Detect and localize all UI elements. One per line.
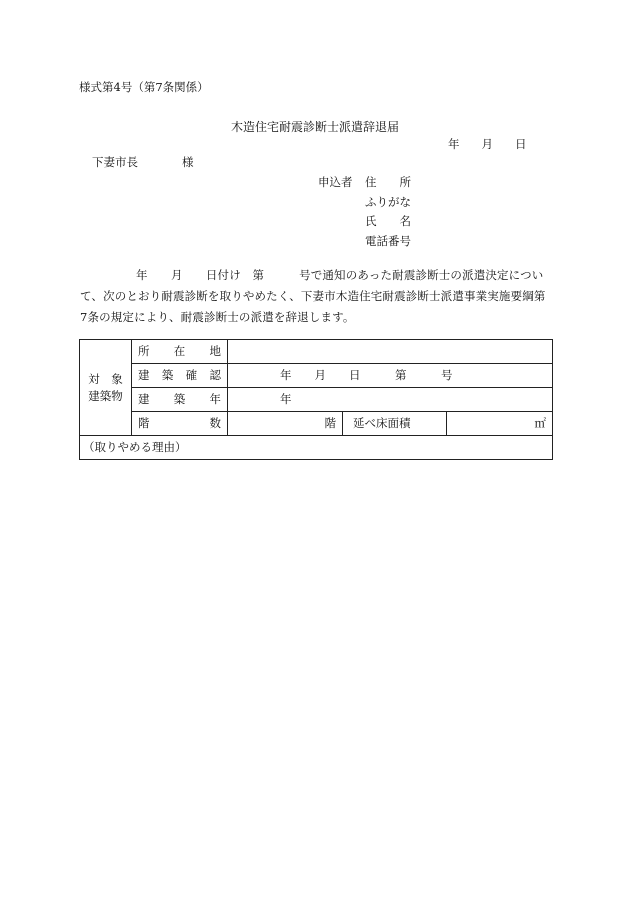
- document-title: 木造住宅耐震診断士派遣辞退届: [230, 120, 399, 134]
- applicant-label: 申込者: [318, 175, 353, 189]
- floors-unit: 階: [324, 415, 336, 430]
- reason-field[interactable]: [80, 436, 553, 460]
- addressee-honorific: 様: [182, 155, 194, 169]
- declaration-text: [80, 265, 552, 328]
- target-label-line2: 建築物: [88, 388, 123, 403]
- applicant-phone-label: 電話番号: [365, 233, 411, 248]
- floors-label: [132, 412, 228, 436]
- submission-date: [448, 138, 527, 152]
- building-info-table: [79, 339, 553, 460]
- floor-area-label-text: 延べ床面積: [353, 415, 411, 430]
- date-day: 日: [515, 137, 527, 151]
- location-label: [132, 340, 228, 364]
- confirmation-label-char2: 築: [161, 367, 174, 382]
- year-built-label-char3: 年: [209, 391, 221, 406]
- target-label-line1: 対 象: [88, 371, 123, 386]
- location-field[interactable]: [228, 340, 553, 364]
- building-confirmation-value: 年 月 日 第 号: [280, 367, 453, 382]
- floors-label-char1: 階: [138, 415, 150, 430]
- applicant-address-label: 住 所: [365, 175, 411, 189]
- location-label-char3: 地: [209, 343, 221, 358]
- year-built-value: 年: [280, 391, 292, 406]
- declaration-body: 年 月 日付け 第 号で通知のあった耐震診断士の派遣決定について、次のとおり耐震診断を取りやめたく、下妻市木造住宅耐震診断士派遣事業実施要綱第7条の規定により、耐震診断士の派遣を辞退します。: [80, 268, 546, 324]
- applicant-furigana-label: ふりがな: [365, 194, 411, 209]
- floor-area-label: [343, 412, 447, 436]
- floors-field[interactable]: [228, 412, 343, 436]
- year-built-label: [132, 388, 228, 412]
- date-month: 月: [481, 137, 493, 151]
- floor-area-unit: ㎡: [534, 415, 547, 430]
- reason-label: （取りやめる理由）: [83, 439, 187, 454]
- form-number: 様式第4号（第7条関係）: [79, 80, 209, 94]
- year-built-label-char1: 建: [138, 391, 150, 406]
- building-confirmation-label: [132, 364, 228, 388]
- addressee: [92, 156, 194, 170]
- building-confirmation-field[interactable]: [228, 364, 553, 388]
- location-label-char1: 所: [138, 343, 150, 358]
- confirmation-label-char3: 確: [185, 367, 198, 382]
- floors-label-char2: 数: [209, 415, 221, 430]
- addressee-name: 下妻市長: [92, 155, 138, 169]
- confirmation-label-char1: 建: [138, 367, 150, 382]
- confirmation-label-char4: 認: [209, 367, 221, 382]
- location-label-char2: 在: [173, 343, 186, 358]
- applicant-name-label: 氏 名: [365, 214, 411, 228]
- year-built-field[interactable]: [228, 388, 553, 412]
- year-built-label-char2: 築: [173, 391, 186, 406]
- applicant-fields: [365, 176, 411, 254]
- target-building-label: [80, 340, 132, 436]
- date-year: 年: [448, 137, 460, 151]
- floor-area-field[interactable]: [447, 412, 553, 436]
